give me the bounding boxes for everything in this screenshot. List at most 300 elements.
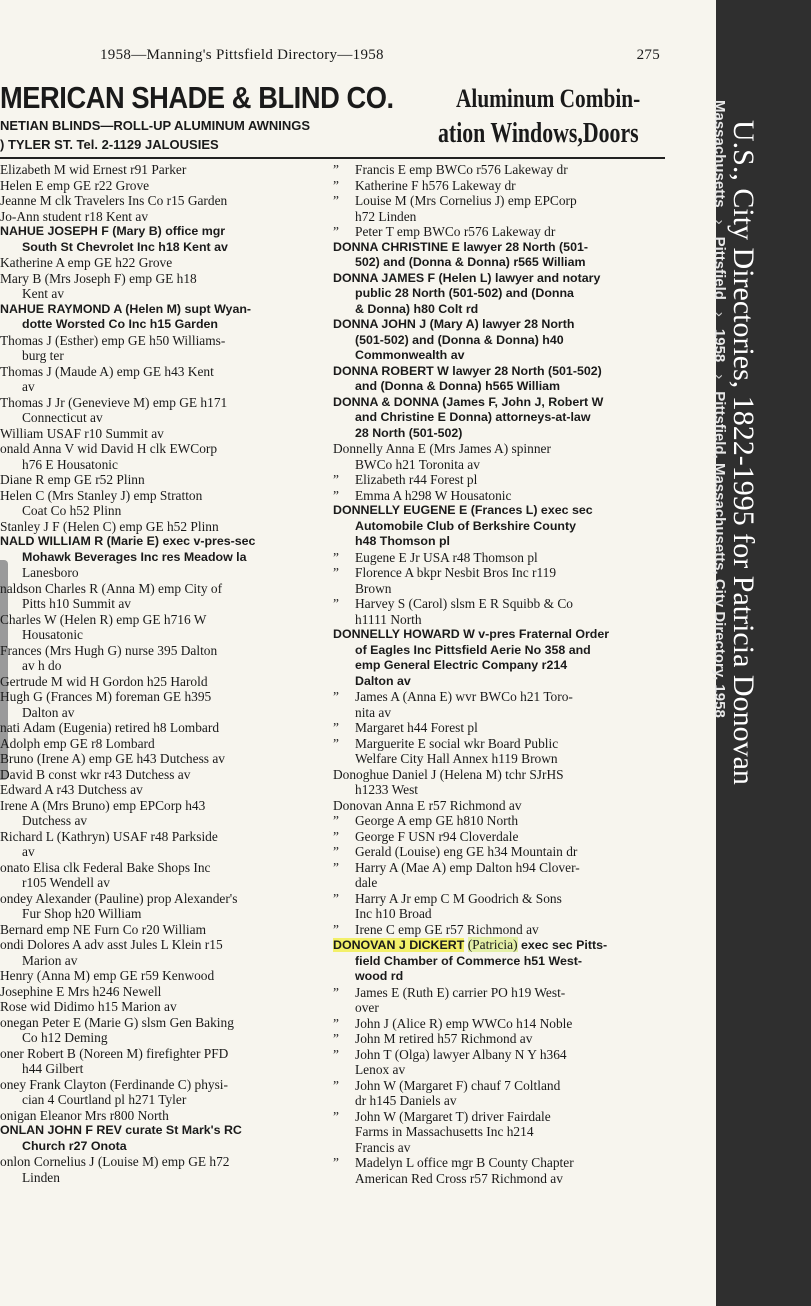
ditto-mark: ” [333,177,339,193]
directory-entry-line [333,503,663,519]
ad-right-line-2: ation Windows,Doors [438,118,639,149]
record-sidebar [711,0,811,1306]
directory-entry-line [0,813,330,829]
entry-text: and Christine E Donna) attorneys-at-law [355,410,591,424]
directory-entry-line [0,751,330,767]
highlighted-name: DONOVAN J DICKERT [333,938,465,952]
directory-entry-line [333,550,663,566]
directory-entry-line [0,317,330,333]
entry-text: Brown [355,580,392,596]
directory-entry-line [0,643,330,659]
entry-text: Katherine A emp GE h22 Grove [0,255,173,270]
directory-entry-line [0,581,330,597]
directory-entry-line [333,751,663,767]
entry-text: John M retired h57 Richmond av [355,1031,533,1046]
directory-entry-line [0,1061,330,1077]
directory-entry-line [0,689,330,705]
entry-text: Gerald (Louise) eng GE h34 Mountain dr [355,844,578,859]
entry-text: Housatonic [22,627,83,642]
directory-entry-line [0,379,330,395]
directory-entry-line [333,364,663,380]
entry-text: and (Donna & Donna) h565 William [355,379,561,393]
entry-text: Eugene E Jr USA r48 Thomson pl [355,549,538,565]
directory-entry-line [0,364,330,380]
entry-text: DONNA ROBERT W lawyer 28 North (501-502) [333,363,602,378]
directory-entry-line [333,1155,663,1171]
directory-entry-line [0,395,330,411]
directory-entry-line [0,922,330,938]
entry-text: oney Frank Clayton (Ferdinande C) physi- [0,1076,228,1092]
directory-entry-line [333,969,663,985]
entry-text: Charles W (Helen R) emp GE h716 W [0,611,207,627]
directory-entry-line [0,1123,330,1139]
entry-text: Gertrude M wid H Gordon h25 Harold [0,673,208,689]
ditto-mark: ” [333,720,339,735]
entry-text: James A (Anna E) wvr BWCo h21 Toro- [355,689,573,704]
entry-text: Josephine E Mrs h246 Newell [0,983,162,999]
ditto-mark: ” [333,813,339,828]
entry-text: Mohawk Beverages Inc res Meadow la [22,549,247,564]
ditto-mark: ” [333,1077,339,1093]
directory-entry-line [333,627,663,643]
directory-entry-line [333,178,663,194]
directory-entry-line [0,503,330,519]
directory-entry-line [0,302,330,318]
directory-entry-line [333,1078,663,1094]
directory-entry-line [0,705,330,721]
entry-text: onald Anna V wid David H clk EWCorp [0,441,218,456]
directory-entry-line [333,922,663,938]
entry-text: Stanley J F (Helen C) emp GE h52 Plinn [0,518,219,534]
directory-entry-line [333,519,663,535]
ditto-mark: ” [333,689,339,704]
entry-text: 28 North (501-502) [355,425,463,440]
directory-entry-line [0,937,330,953]
entry-text: Dalton av [22,704,75,720]
chevron-right-icon: › [711,219,728,225]
directory-entry-line [333,1109,663,1125]
ditto-mark: ” [333,472,339,487]
directory-entry-line [333,193,663,209]
entry-text: onato Elisa clk Federal Bake Shops Inc [0,859,211,875]
highlighted-spouse: (Patricia) [467,937,518,952]
directory-entry-line [0,627,330,643]
entry-text: NAHUE RAYMOND A (Helen M) supt Wyan- [0,301,252,316]
directory-entry-line [0,240,330,256]
directory-entry-line [333,798,663,814]
entry-text: Irene A (Mrs Bruno) emp EPCorp h43 [0,797,206,813]
ad-subline-2: ) TYLER ST. Tel. 2-1129 JALOUSIES [0,137,219,152]
left-column [0,162,330,1185]
entry-text: av [22,844,35,859]
breadcrumb-item-city[interactable]: Pittsfield [711,236,728,300]
entry-text: South St Chevrolet Inc h18 Kent av [22,239,228,254]
directory-entry-line [0,1092,330,1108]
ditto-mark: ” [333,1108,339,1124]
directory-entry-line [333,612,663,628]
directory-entry-line [0,255,330,271]
entry-text: Jo-Ann student r18 Kent av [0,208,149,224]
ditto-mark: ” [333,1046,339,1062]
entry-text: Welfare City Hall Annex h119 Brown [355,751,558,766]
header-rule [0,157,665,159]
entry-text: DONNA JOHN J (Mary A) lawyer 28 North [333,317,575,331]
entry-text: av [22,379,35,394]
entry-text: naldson Charles R (Anna M) emp City of [0,580,223,596]
entry-text: Fur Shop h20 William [22,906,142,921]
directory-entry-line [0,720,330,736]
entry-text: h76 E Housatonic [22,456,118,472]
ditto-mark: ” [333,565,339,580]
directory-entry-line [333,813,663,829]
directory-entry-line [333,1124,663,1140]
directory-entry-line [0,426,330,442]
entry-text: field Chamber of Commerce h51 West- [355,953,582,968]
entry-text: Jeanne M clk Travelers Ins Co r15 Garden [0,193,228,208]
entry-text: Hugh G (Frances M) foreman GE h395 [0,689,212,704]
directory-entry-line [0,736,330,752]
entry-text: h44 Gilbert [22,1061,84,1076]
entry-text: Connecticut av [22,410,103,425]
entry-text: Harry A Jr emp C M Goodrich & Sons [355,890,562,906]
entry-text: DONNA JAMES F (Helen L) lawyer and notary [333,270,601,285]
entry-text: cian 4 Courtland pl h271 Tyler [22,1092,187,1107]
entry-text: George A emp GE h810 North [355,813,519,828]
entry-text: John W (Margaret F) chauf 7 Coltland [355,1077,561,1093]
entry-text: NALD WILLIAM R (Marie E) exec v-pres-sec [0,534,256,548]
directory-entry-line [333,596,663,612]
entry-text: av h do [22,658,62,673]
entry-text: David B const wkr r43 Dutchess av [0,766,191,782]
ad-right-line-1: Aluminum Combin- [456,84,641,113]
directory-entry-line [333,891,663,907]
directory-entry-line [0,441,330,457]
page-number: 275 [636,47,660,63]
entry-text: American Red Cross r57 Richmond av [355,1170,563,1186]
entry-text: Harry A (Mae A) emp Dalton h94 Clover- [355,859,580,875]
entry-text: public 28 North (501-502) and (Donna [355,286,574,300]
entry-text: Commonwealth av [355,348,465,362]
entry-text: Linden [22,1169,60,1185]
directory-entry-line [333,488,663,504]
ad-company-name: MERICAN SHADE & BLIND CO. [0,80,394,115]
directory-entry-line [333,581,663,597]
entry-text: Dalton av [355,673,411,688]
entry-text: Harvey S (Carol) slsm E R Squibb & Co [355,596,573,611]
entry-text: Elizabeth r44 Forest pl [355,472,478,487]
directory-entry-line [0,1046,330,1062]
entry-text: Helen C (Mrs Stanley J) emp Stratton [0,487,203,503]
directory-entry-line [333,720,663,736]
directory-entry-line [333,829,663,845]
directory-entry-line [333,565,663,581]
directory-entry-line [0,984,330,1000]
entry-text: Lanesboro [22,565,79,580]
entry-text: Adolph emp GE r8 Lombard [0,735,155,751]
entry-text: Louise M (Mrs Cornelius J) emp EPCorp [355,193,577,208]
directory-entry-line [0,271,330,287]
directory-entry-line [0,472,330,488]
directory-entry-line [0,209,330,225]
entry-text: Katherine F h576 Lakeway dr [355,177,516,193]
entry-text: dale [355,875,378,890]
directory-entry-line [333,379,663,395]
directory-entry-line [0,162,330,178]
entry-text: DONNA & DONNA (James F, John J, Robert W [333,394,604,409]
ad-subline-1: NETIAN BLINDS—ROLL-UP ALUMINUM AWNINGS [0,118,311,133]
directory-entry-line [333,1031,663,1047]
entry-text: Francis E emp BWCo r576 Lakeway dr [355,162,568,177]
entry-text: dotte Worsted Co Inc h15 Garden [22,317,218,331]
entry-text: Thomas J (Maude A) emp GE h43 Kent [0,363,214,379]
entry-text: DONNELLY HOWARD W v-pres Fraternal Order [333,627,610,641]
entry-text: Co h12 Deming [22,1030,108,1045]
entry-text: Margaret h44 Forest pl [355,720,478,735]
record-title: U.S., City Directories, 1822-1995 for Patricia Donovan [727,120,760,785]
entry-text: (501-502) and (Donna & Donna) h40 [355,332,564,347]
entry-text: Florence A bkpr Nesbit Bros Inc r119 [355,565,557,580]
entry-text: NAHUE JOSEPH F (Mary B) office mgr [0,224,226,238]
entry-text: George F USN r94 Cloverdale [355,828,519,844]
entry-text: Madelyn L office mgr B County Chapter [355,1155,574,1170]
directory-entry-line [333,162,663,178]
directory-entry-line [333,689,663,705]
directory-entry-line [0,286,330,302]
ditto-mark: ” [333,1155,339,1170]
directory-entry-line [0,193,330,209]
entry-text: John T (Olga) lawyer Albany N Y h364 [355,1046,567,1062]
directory-entry-line [333,1000,663,1016]
chevron-right-icon: › [711,311,728,317]
directory-entry-line [333,705,663,721]
entry-text: Automobile Club of Berkshire County [355,518,576,533]
directory-entry-line [333,860,663,876]
entry-text: h48 Thomson pl [355,534,450,548]
directory-entry-line [333,457,663,473]
entry-text: onegan Peter E (Marie G) slsm Gen Baking [0,1014,234,1030]
directory-entry-line [333,317,663,333]
directory-entry-line [333,534,663,550]
entry-text: Donnelly Anna E (Mrs James A) spinner [333,441,551,456]
directory-entry-line [333,302,663,318]
breadcrumb [710,100,728,718]
entry-text: exec sec Pitts- [521,938,608,952]
ditto-mark: ” [333,735,339,751]
entry-text: Kent av [22,286,65,301]
directory-entry-line [0,968,330,984]
entry-text: over [355,1000,379,1015]
entry-text: h1111 North [355,611,422,627]
directory-entry-line [0,519,330,535]
entry-text: DONNA CHRISTINE E lawyer 28 North (501- [333,239,588,254]
directory-entry-line [333,844,663,860]
directory-entry-line [0,999,330,1015]
directory-entry-line [0,767,330,783]
entry-text: Elizabeth M wid Ernest r91 Parker [0,162,187,177]
entry-text: Church r27 Onota [22,1138,127,1153]
directory-entry-line [333,441,663,457]
directory-entry-line [333,240,663,256]
directory-entry-line [0,178,330,194]
directory-entry-line [0,782,330,798]
entry-text: John J (Alice R) emp WWCo h14 Noble [355,1015,573,1031]
entry-text: burg ter [22,348,64,363]
directory-entry-line [333,658,663,674]
directory-entry-line [0,1030,330,1046]
entry-text: Marion av [22,952,78,968]
directory-entry-line [0,658,330,674]
ditto-mark: ” [333,1031,339,1046]
directory-entry-line [333,271,663,287]
directory-entry-line [0,333,330,349]
entry-text: nati Adam (Eugenia) retired h8 Lombard [0,720,220,735]
entry-text: nita av [355,704,392,720]
directory-entry-line [0,906,330,922]
entry-text: Irene C emp GE r57 Richmond av [355,921,539,937]
entry-text: Diane R emp GE r52 Plinn [0,472,145,487]
entry-text: Peter T emp BWCo r576 Lakeway dr [355,224,556,239]
entry-text: Richard L (Kathryn) USAF r48 Parkside [0,828,218,844]
entry-text: 502) and (Donna & Donna) r565 William [355,255,586,269]
ditto-mark: ” [333,984,339,1000]
entry-text: & Donna) h80 Colt rd [355,301,479,316]
breadcrumb-item-year[interactable]: 1958 [711,328,728,363]
entry-text: wood rd [355,969,404,983]
ditto-mark: ” [333,224,339,239]
directory-entry-line [0,860,330,876]
directory-entry-line [333,1171,663,1187]
directory-entry-line [0,457,330,473]
breadcrumb-item-directory[interactable]: Pittsfield, Massachusetts, City Directory, 1958 [711,391,728,718]
entry-text: ONLAN JOHN F REV curate St Mark's RC [0,1123,242,1137]
entry-text: DONNELLY EUGENE E (Frances L) exec sec [333,503,593,517]
entry-text: h72 Linden [355,208,417,224]
entry-text: Helen E emp GE r22 Grove [0,177,150,193]
ditto-mark: ” [333,1015,339,1031]
directory-entry-line [333,348,663,364]
directory-entry-line [333,937,663,954]
right-column [333,162,663,1186]
entry-text: BWCo h21 Toronita av [355,456,480,472]
directory-entry-line [0,891,330,907]
directory-entry-line [333,1140,663,1156]
ditto-mark: ” [333,549,339,565]
entry-text: of Eagles Inc Pittsfield Aerie No 358 and [355,642,591,657]
chevron-right-icon: › [711,374,728,380]
directory-entry-line [0,550,330,566]
entry-text: Thomas J (Esther) emp GE h50 Williams- [0,332,226,348]
entry-text: ondey Alexander (Pauline) prop Alexander's [0,890,238,906]
directory-entry-line [0,488,330,504]
entry-text: h1233 West [355,782,419,797]
entry-text: Farms in Massachusetts Inc h214 [355,1124,534,1139]
entry-text: Mary B (Mrs Joseph F) emp GE h18 [0,270,197,286]
ditto-mark: ” [333,596,339,611]
entry-text: Emma A h298 W Housatonic [355,487,512,503]
directory-entry-line [0,224,330,240]
breadcrumb-item-state[interactable]: Massachusetts [711,100,728,208]
directory-entry-line [0,875,330,891]
entry-text: oner Robert B (Noreen M) firefighter PFD [0,1045,229,1061]
directory-entry-line [333,286,663,302]
entry-text: John W (Margaret T) driver Fairdale [355,1108,551,1124]
entry-text: James E (Ruth E) carrier PO h19 West- [355,984,566,1000]
entry-text: Inc h10 Broad [355,906,432,921]
ditto-mark: ” [333,890,339,906]
running-head-title: 1958—Manning's Pittsfield Directory—1958 [100,47,384,63]
directory-entry-line [333,985,663,1001]
directory-entry-line [0,1170,330,1186]
entry-text: Pitts h10 Summit av [22,596,132,611]
entry-text: onlon Cornelius J (Louise M) emp GE h72 [0,1154,230,1169]
directory-entry-line [0,844,330,860]
entry-text: Frances (Mrs Hugh G) nurse 395 Dalton [0,642,218,658]
ditto-mark: ” [333,828,339,844]
entry-text: ondi Dolores A adv asst Jules L Klein r15 [0,937,223,952]
entry-text: r105 Wendell av [22,875,110,890]
entry-text: Donovan Anna E r57 Richmond av [333,797,522,813]
directory-entry-line [333,472,663,488]
entry-text: Thomas J Jr (Genevieve M) emp GE h171 [0,394,228,410]
entry-text: Francis av [355,1139,411,1155]
directory-entry-line [333,1062,663,1078]
directory-entry-line [0,1077,330,1093]
directory-entry-line [0,829,330,845]
directory-entry-line [333,767,663,783]
entry-text: Bernard emp NE Furn Co r20 William [0,921,206,937]
entry-text: Dutchess av [22,813,88,828]
directory-entry-line [333,410,663,426]
directory-entry-line [333,224,663,240]
directory-entry-line [0,953,330,969]
directory-entry-line [333,333,663,349]
directory-entry-line [333,1047,663,1063]
directory-entry-line [0,410,330,426]
directory-entry-line [333,209,663,225]
directory-entry-line [0,1015,330,1031]
directory-entry-line [0,565,330,581]
directory-entry-line [0,1139,330,1155]
running-head [100,47,660,64]
directory-entry-line [0,612,330,628]
directory-entry-line [333,255,663,271]
entry-text: Donoghue Daniel J (Helena M) tchr SJrHS [333,766,564,782]
directory-entry-line [0,1108,330,1124]
directory-entry-line [0,596,330,612]
directory-entry-line [333,643,663,659]
directory-entry-line [0,534,330,550]
directory-entry-line [0,674,330,690]
directory-entry-line [333,1093,663,1109]
entry-text: Marguerite E social wkr Board Public [355,735,559,751]
entry-text: Edward A r43 Dutchess av [0,782,143,797]
directory-entry-line [0,348,330,364]
entry-text: dr h145 Daniels av [355,1093,457,1108]
directory-entry-line [333,674,663,690]
directory-entry-line [333,906,663,922]
entry-text: Bruno (Irene A) emp GE h43 Dutchess av [0,751,225,766]
directory-entry-line [333,875,663,891]
ditto-mark: ” [333,844,339,859]
ditto-mark: ” [333,162,339,177]
entry-text: emp General Electric Company r214 [355,658,568,672]
directory-entry-line [0,798,330,814]
ditto-mark: ” [333,921,339,937]
entry-text: onigan Eleanor Mrs r800 North [0,1107,169,1123]
ditto-mark: ” [333,859,339,875]
ditto-mark: ” [333,193,339,208]
directory-entry-line [333,736,663,752]
